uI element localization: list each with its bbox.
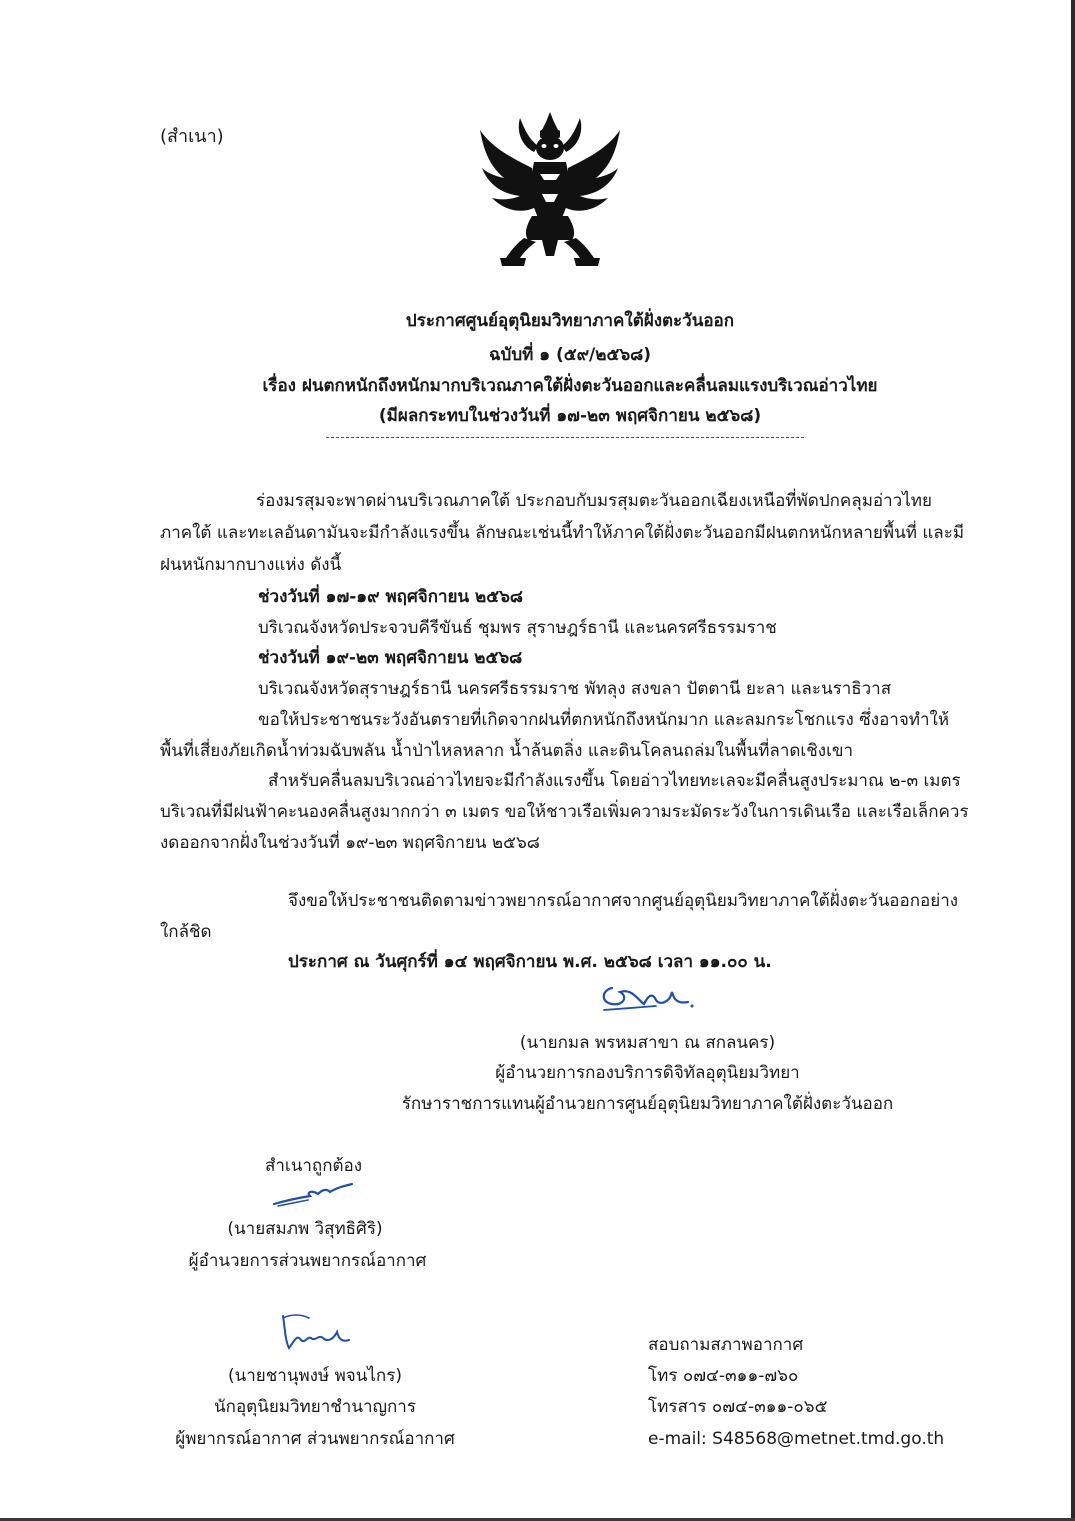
paragraph-line: ภาคใต้ และทะเลอันดามันจะมีกำลังแรงขึ้น ลักษณะเช่นนี้ทำให้ภาคใต้ฝั่งตะวันออกมีฝนตกหนักหลายพื้นที่ และมี [160, 523, 965, 543]
paragraph-line: พื้นที่เสี่ยงภัยเกิดน้ำท่วมฉับพลัน น้ำป่าไหลหลาก น้ำล้นตลิ่ง และดินโคลนถล่มในพื้นที่ลาดเชิงเขา [160, 741, 854, 761]
paragraph-line: สำหรับคลื่นลมบริเวณอ่าวไทยจะมีกำลังแรงขึ้น โดยอ่าวไทยทะเลจะมีคลื่นสูงประมาณ ๒-๓ เมตร [268, 771, 961, 791]
period-2-title: ช่วงวันที่ ๑๙-๒๓ พฤศจิกายน ๒๕๖๘ [258, 648, 523, 668]
signature-certify-icon [268, 1180, 358, 1210]
period-2-area: บริเวณจังหวัดสุราษฎร์ธานี นครศรีธรรมราช พัทลุง สงขลา ปัตตานี ยะลา และนราธิวาส [258, 679, 892, 699]
contact-phone: โทร ๐๗๔-๓๑๑-๗๖๐ [648, 1366, 799, 1386]
forecaster-position: ผู้พยากรณ์อากาศ ส่วนพยากรณ์อากาศ [175, 1429, 455, 1449]
announcement-number: ฉบับที่ ๑ (๕๙/๒๕๖๘) [488, 345, 652, 365]
contact-label: สอบถามสภาพอากาศ [648, 1335, 804, 1355]
certify-name: (นายสมภพ วิสุทธิศิริ) [227, 1219, 383, 1239]
period-1-area: บริเวณจังหวัดประจวบคีรีขันธ์ ชุมพร สุราษฎร์ธานี และนครศรีธรรมราช [258, 618, 777, 638]
signature-main-icon [598, 978, 698, 1016]
copy-mark: (สำเนา) [160, 126, 224, 147]
paragraph-line: ฝนหนักมากบางแห่ง ดังนี้ [160, 555, 342, 575]
paragraph-line: งดออกจากฝั่งในช่วงวันที่ ๑๙-๒๓ พฤศจิกายน ๒๕๖๘ [160, 833, 540, 853]
divider [326, 437, 804, 438]
announcement-subject: เรื่อง ฝนตกหนักถึงหนักมากบริเวณภาคใต้ฝั่งตะวันออกและคลื่นลมแรงบริเวณอ่าวไทย [262, 376, 878, 396]
paragraph-line: ใกล้ชิด [160, 922, 212, 942]
signature-forecaster-icon [275, 1310, 355, 1355]
paragraph-line: จึงขอให้ประชาชนติดตามข่าวพยากรณ์อากาศจากศูนย์อุตุนิยมวิทยาภาคใต้ฝั่งตะวันออกอย่าง [288, 891, 959, 911]
paragraph-line: ร่องมรสุมจะพาดผ่านบริเวณภาคใต้ ประกอบกับมรสุมตะวันออกเฉียงเหนือที่พัดปกคลุมอ่าวไทย [256, 491, 932, 511]
paragraph-line: บริเวณที่มีฝนฟ้าคะนองคลื่นสูงมากกว่า ๓ เมตร ขอให้ชาวเรือเพิ่มความระมัดระวังในการเดินเรือ และเรือเล็กควร [160, 802, 969, 822]
certify-title: ผู้อำนวยการส่วนพยากรณ์อากาศ [188, 1251, 427, 1271]
announcement-title: ประกาศศูนย์อุตุนิยมวิทยาภาคใต้ฝั่งตะวันออก [405, 311, 735, 331]
contact-fax: โทรสาร ๐๗๔-๓๑๑-๐๖๕ [648, 1397, 828, 1417]
garuda-emblem-icon [476, 108, 624, 268]
paragraph-line: ขอให้ประชาชนระวังอันตรายที่เกิดจากฝนที่ตกหนักถึงหนักมาก และลมกระโชกแรง ซึ่งอาจทำให้ [258, 710, 950, 730]
page-edge-right [1071, 0, 1075, 1521]
signatory-name: (นายกมล พรหมสาขา ณ สกลนคร) [519, 1033, 776, 1053]
contact-email[interactable]: e-mail: S48568@metnet.tmd.go.th [648, 1429, 945, 1449]
period-1-title: ช่วงวันที่ ๑๗-๑๙ พฤศจิกายน ๒๕๖๘ [258, 587, 524, 607]
announcement-period: (มีผลกระทบในช่วงวันที่ ๑๗-๒๓ พฤศจิกายน ๒๕๖๘) [378, 406, 762, 426]
announce-date: ประกาศ ณ วันศุกร์ที่ ๑๔ พฤศจิกายน พ.ศ. ๒๕๖๘ เวลา ๑๑.๐๐ น. [288, 952, 772, 972]
signatory-title: ผู้อำนวยการกองบริการดิจิทัลอุตุนิยมวิทยา [495, 1063, 800, 1083]
signatory-acting-title: รักษาราชการแทนผู้อำนวยการศูนย์อุตุนิยมวิทยาภาคใต้ฝั่งตะวันออก [401, 1094, 894, 1114]
certify-label: สำเนาถูกต้อง [265, 1156, 363, 1176]
forecaster-title: นักอุตุนิยมวิทยาชำนาญการ [214, 1397, 416, 1417]
forecaster-name: (นายชานุพงษ์ พจนไกร) [228, 1366, 402, 1386]
